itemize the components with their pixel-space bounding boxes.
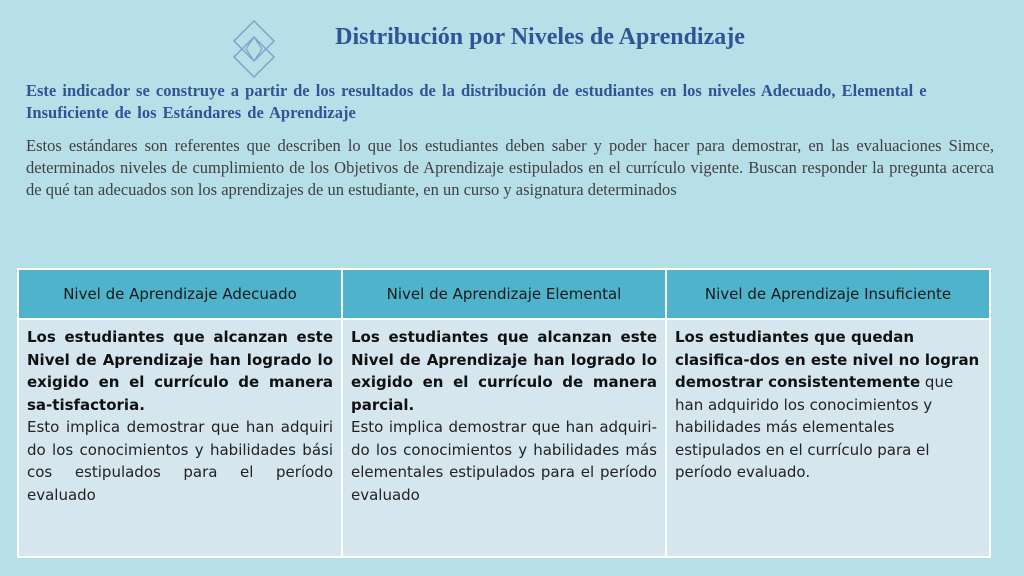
cell-insuficiente (666, 319, 990, 557)
levels-table (17, 268, 991, 558)
header-insuficiente: Nivel de Aprendizaje Insuficiente (666, 269, 990, 319)
table-row (18, 319, 990, 557)
cell-insuficiente-bold: Los estudiantes que quedan clasifica-dos en este nivel no logran demostrar consistentemente (675, 328, 980, 391)
cell-elemental-text: Esto implica demostrar que han adquiri-do los conocimientos y habilidades más elementales estipulados para el período evaluado (351, 418, 657, 504)
page-title: Distribución por Niveles de Aprendizaje (335, 24, 745, 50)
header-elemental: Nivel de Aprendizaje Elemental (342, 269, 666, 319)
table-header-row (18, 269, 990, 319)
cell-elemental (342, 319, 666, 557)
cell-adecuado (18, 319, 342, 557)
cell-elemental-bold: Los estudiantes que alcanzan este Nivel de Aprendizaje han logrado lo exigido en el currículo de manera parcial. (351, 328, 657, 414)
description-paragraph: Estos estándares son referentes que describen lo que los estudiantes deben saber y poder hacer para demostrar, en las evaluaciones Simce, determinados niveles de cumplimiento de los Objetivos de Aprendizaje estipulados en el currículo vigente. Buscan responder la pregunta acerca de qué tan adecuados son los aprendizajes de un estudiante, en un curso y asignatura determinados (26, 136, 994, 199)
cell-adecuado-text: Esto implica demostrar que han adquiri do los conocimientos y habilidades bási cos estipulados para el período evaluado (27, 418, 333, 504)
header-adecuado: Nivel de Aprendizaje Adecuado (18, 269, 342, 319)
cell-adecuado-bold: Los estudiantes que alcanzan este Nivel de Aprendizaje han logrado lo exigido en el currículo de manera sa-tisfactoria. (27, 328, 333, 414)
cell-insuficiente-text: que han adquirido los conocimientos y habilidades más elementales estipulados en el currículo para el período evaluado. (675, 373, 954, 481)
intro-text: Este indicador se construye a partir de los resultados de la distribución de estudiantes en los niveles Adecuado, Elemental e Insuficiente de los Estándares de Aprendizaje (26, 81, 927, 122)
